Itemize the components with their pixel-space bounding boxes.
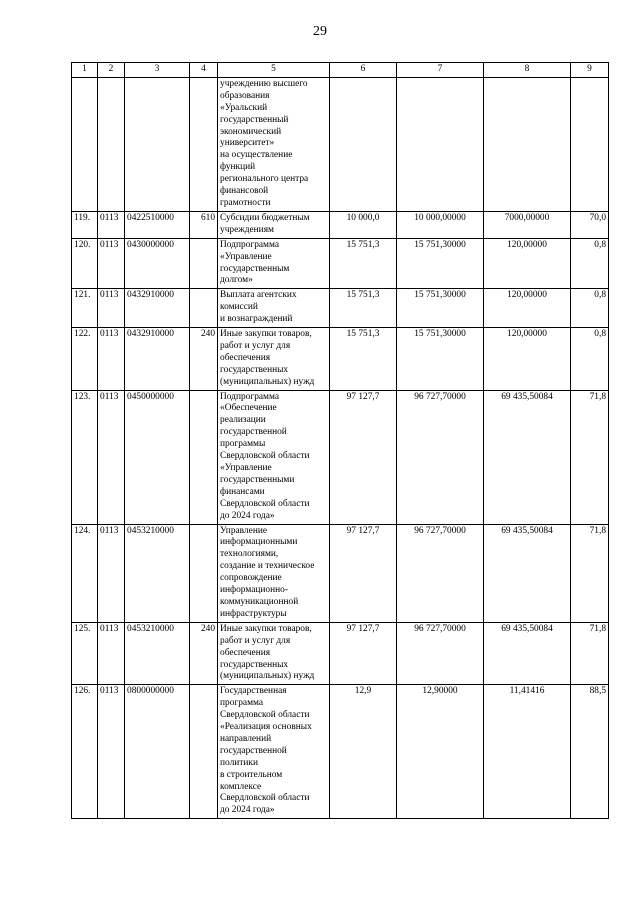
- item-name: Подпрограмма «Обеспечение реализации государственной программы Свердловской области «Управление государственными финансами Свердловской области до 2024 года»: [218, 390, 330, 524]
- row-number: 119.: [72, 211, 98, 238]
- planned-amount: [330, 77, 397, 211]
- target-code: 0432910000: [125, 289, 190, 328]
- approved-amount: 96 727,70000: [397, 390, 484, 524]
- executed-amount: 69 435,50084: [484, 622, 571, 685]
- expense-type-code: 240: [190, 622, 218, 685]
- executed-amount: 120,00000: [484, 289, 571, 328]
- target-code: 0430000000: [125, 238, 190, 289]
- target-code: 0800000000: [125, 685, 190, 819]
- target-code: [125, 77, 190, 211]
- section-code: 0113: [98, 390, 125, 524]
- target-code: 0450000000: [125, 390, 190, 524]
- column-header: 9: [571, 63, 609, 78]
- approved-amount: 12,90000: [397, 685, 484, 819]
- column-header: 2: [98, 63, 125, 78]
- expense-type-code: [190, 390, 218, 524]
- column-header: 5: [218, 63, 330, 78]
- item-name: учреждению высшего образования «Уральский государственный экономический университет» на осуществление функций регионального центра финансовой грамотности: [218, 77, 330, 211]
- execution-percent: 71,8: [571, 622, 609, 685]
- row-number: 122.: [72, 328, 98, 391]
- planned-amount: 97 127,7: [330, 390, 397, 524]
- execution-percent: 88,5: [571, 685, 609, 819]
- planned-amount: 97 127,7: [330, 524, 397, 622]
- approved-amount: 15 751,30000: [397, 238, 484, 289]
- row-number: 125.: [72, 622, 98, 685]
- approved-amount: [397, 77, 484, 211]
- approved-amount: 15 751,30000: [397, 328, 484, 391]
- section-code: 0113: [98, 238, 125, 289]
- executed-amount: [484, 77, 571, 211]
- expense-type-code: 610: [190, 211, 218, 238]
- item-name: Государственная программа Свердловской области «Реализация основных направлений государственной политики в строительном комплексе Свердловской области до 2024 года»: [218, 685, 330, 819]
- section-code: 0113: [98, 211, 125, 238]
- planned-amount: 12,9: [330, 685, 397, 819]
- column-header: 3: [125, 63, 190, 78]
- column-header: 7: [397, 63, 484, 78]
- row-number: 124.: [72, 524, 98, 622]
- section-code: 0113: [98, 289, 125, 328]
- planned-amount: 15 751,3: [330, 328, 397, 391]
- item-name: Выплата агентских комиссий и вознаграждений: [218, 289, 330, 328]
- approved-amount: 96 727,70000: [397, 524, 484, 622]
- row-number: 123.: [72, 390, 98, 524]
- item-name: Субсидии бюджетным учреждениям: [218, 211, 330, 238]
- execution-percent: 70,0: [571, 211, 609, 238]
- approved-amount: 15 751,30000: [397, 289, 484, 328]
- planned-amount: 10 000,0: [330, 211, 397, 238]
- column-header: 1: [72, 63, 98, 78]
- table-row: [72, 238, 609, 289]
- item-name: Управление информационными технологиями, создание и техническое сопровождение информационно- коммуникационной инфраструктуры: [218, 524, 330, 622]
- expense-type-code: [190, 524, 218, 622]
- header-row: [72, 63, 609, 78]
- budget-table: [71, 62, 609, 819]
- column-header: 6: [330, 63, 397, 78]
- item-name: Подпрограмма «Управление государственным долгом»: [218, 238, 330, 289]
- execution-percent: 0,8: [571, 238, 609, 289]
- execution-percent: [571, 77, 609, 211]
- target-code: 0432910000: [125, 328, 190, 391]
- approved-amount: 96 727,70000: [397, 622, 484, 685]
- expense-type-code: [190, 77, 218, 211]
- executed-amount: 11,41416: [484, 685, 571, 819]
- expense-type-code: [190, 289, 218, 328]
- section-code: 0113: [98, 524, 125, 622]
- table-row: [72, 622, 609, 685]
- row-number: 126.: [72, 685, 98, 819]
- page-number: 29: [313, 24, 327, 39]
- expense-type-code: [190, 685, 218, 819]
- executed-amount: 120,00000: [484, 328, 571, 391]
- approved-amount: 10 000,00000: [397, 211, 484, 238]
- section-code: 0113: [98, 622, 125, 685]
- executed-amount: 120,00000: [484, 238, 571, 289]
- execution-percent: 0,8: [571, 289, 609, 328]
- table-row: [72, 289, 609, 328]
- target-code: 0422510000: [125, 211, 190, 238]
- table-row: [72, 211, 609, 238]
- planned-amount: 15 751,3: [330, 289, 397, 328]
- executed-amount: 69 435,50084: [484, 524, 571, 622]
- target-code: 0453210000: [125, 622, 190, 685]
- expense-type-code: [190, 238, 218, 289]
- expense-type-code: 240: [190, 328, 218, 391]
- execution-percent: 71,8: [571, 390, 609, 524]
- planned-amount: 97 127,7: [330, 622, 397, 685]
- row-number: 121.: [72, 289, 98, 328]
- item-name: Иные закупки товаров, работ и услуг для обеспечения государственных (муниципальных) нужд: [218, 328, 330, 391]
- column-header: 4: [190, 63, 218, 78]
- column-header: 8: [484, 63, 571, 78]
- row-number: [72, 77, 98, 211]
- item-name: Иные закупки товаров, работ и услуг для обеспечения государственных (муниципальных) нужд: [218, 622, 330, 685]
- target-code: 0453210000: [125, 524, 190, 622]
- executed-amount: 7000,00000: [484, 211, 571, 238]
- table-row: [72, 524, 609, 622]
- table-row: [72, 77, 609, 211]
- row-number: 120.: [72, 238, 98, 289]
- planned-amount: 15 751,3: [330, 238, 397, 289]
- table-row: [72, 328, 609, 391]
- executed-amount: 69 435,50084: [484, 390, 571, 524]
- section-code: 0113: [98, 328, 125, 391]
- execution-percent: 71,8: [571, 524, 609, 622]
- table-row: [72, 685, 609, 819]
- table-row: [72, 390, 609, 524]
- execution-percent: 0,8: [571, 328, 609, 391]
- section-code: 0113: [98, 685, 125, 819]
- section-code: [98, 77, 125, 211]
